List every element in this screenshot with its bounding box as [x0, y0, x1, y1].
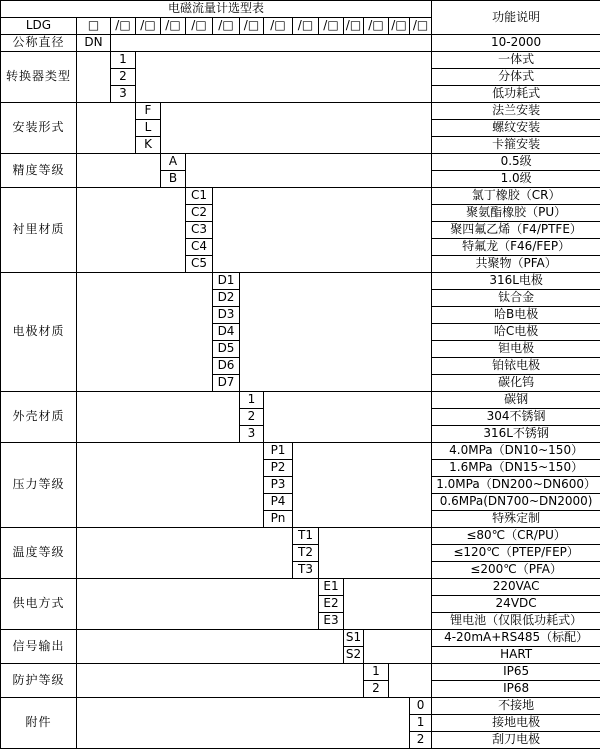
code-cell: DN: [77, 35, 111, 52]
empty-cell: [293, 443, 432, 528]
model-slash-cell: /□: [364, 18, 389, 35]
code-cell: P1: [264, 443, 293, 460]
empty-cell: [77, 273, 213, 392]
code-cell: P4: [264, 494, 293, 511]
code-cell: C3: [186, 222, 213, 239]
empty-cell: [364, 630, 432, 664]
empty-cell: [77, 103, 136, 154]
description-cell: 螺纹安装: [432, 120, 600, 137]
description-cell: 哈C电极: [432, 324, 600, 341]
description-cell: 0.5级: [432, 154, 600, 171]
code-cell: D2: [213, 290, 240, 307]
code-cell: 2: [410, 732, 432, 749]
model-slash-cell: /□: [410, 18, 432, 35]
code-cell: 3: [240, 426, 264, 443]
code-cell: T3: [293, 562, 319, 579]
description-cell: 聚四氟乙烯（F4/PTFE）: [432, 222, 600, 239]
code-cell: F: [136, 103, 161, 120]
description-cell: 刮刀电极: [432, 732, 600, 749]
code-cell: T1: [293, 528, 319, 545]
code-cell: T2: [293, 545, 319, 562]
description-cell: 卡箍安装: [432, 137, 600, 154]
description-cell: ≤80℃（CR/PU）: [432, 528, 600, 545]
description-cell: 哈B电极: [432, 307, 600, 324]
group-label: 转换器类型: [1, 52, 77, 103]
code-cell: D4: [213, 324, 240, 341]
code-cell: S1: [344, 630, 364, 647]
empty-cell: [389, 664, 432, 698]
model-box-cell: □: [77, 18, 111, 35]
empty-cell: [136, 52, 432, 103]
description-cell: 钽电极: [432, 341, 600, 358]
code-cell: C5: [186, 256, 213, 273]
empty-cell: [186, 154, 432, 188]
description-cell: 1.6MPa（DN15~150）: [432, 460, 600, 477]
description-cell: 10-2000: [432, 35, 600, 52]
group-label: 压力等级: [1, 443, 77, 528]
empty-cell: [77, 188, 186, 273]
group-label: 衬里材质: [1, 188, 77, 273]
empty-cell: [77, 528, 293, 579]
empty-cell: [77, 664, 364, 698]
empty-cell: [77, 52, 111, 103]
model-slash-cell: /□: [293, 18, 319, 35]
model-slash-cell: /□: [186, 18, 213, 35]
code-cell: 2: [364, 681, 389, 698]
description-cell: 钛合金: [432, 290, 600, 307]
code-cell: 1: [410, 715, 432, 732]
empty-cell: [77, 579, 319, 630]
group-label: 信号输出: [1, 630, 77, 664]
code-cell: D3: [213, 307, 240, 324]
model-slash-cell: /□: [264, 18, 293, 35]
code-cell: E3: [319, 613, 344, 630]
description-cell: IP68: [432, 681, 600, 698]
code-cell: L: [136, 120, 161, 137]
empty-cell: [319, 528, 432, 579]
empty-cell: [344, 579, 432, 630]
group-label: 精度等级: [1, 154, 77, 188]
function-column-header: 功能说明: [432, 1, 600, 35]
empty-cell: [77, 698, 410, 749]
description-cell: 低功耗式: [432, 86, 600, 103]
model-slash-cell: /□: [161, 18, 186, 35]
description-cell: 4-20mA+RS485（标配）: [432, 630, 600, 647]
description-cell: 316L不锈钢: [432, 426, 600, 443]
description-cell: 分体式: [432, 69, 600, 86]
empty-cell: [77, 154, 161, 188]
description-cell: 1.0MPa（DN200~DN600）: [432, 477, 600, 494]
description-cell: HART: [432, 647, 600, 664]
group-label: 防护等级: [1, 664, 77, 698]
code-cell: 1: [240, 392, 264, 409]
model-prefix: LDG: [1, 18, 77, 35]
code-cell: 2: [240, 409, 264, 426]
description-cell: 不接地: [432, 698, 600, 715]
code-cell: D6: [213, 358, 240, 375]
empty-cell: [77, 392, 240, 443]
code-cell: B: [161, 171, 186, 188]
empty-cell: [161, 103, 432, 154]
description-cell: 220VAC: [432, 579, 600, 596]
empty-cell: [77, 630, 344, 664]
model-slash-cell: /□: [136, 18, 161, 35]
code-cell: 1: [111, 52, 136, 69]
code-cell: 1: [364, 664, 389, 681]
code-cell: C2: [186, 205, 213, 222]
code-cell: A: [161, 154, 186, 171]
empty-cell: [213, 188, 432, 273]
empty-cell: [264, 392, 432, 443]
description-cell: 接地电极: [432, 715, 600, 732]
group-label: 供电方式: [1, 579, 77, 630]
model-slash-cell: /□: [111, 18, 136, 35]
description-cell: 锂电池（仅限低功耗式）: [432, 613, 600, 630]
code-cell: D1: [213, 273, 240, 290]
code-cell: E2: [319, 596, 344, 613]
group-label: 安装形式: [1, 103, 77, 154]
group-label: 外壳材质: [1, 392, 77, 443]
description-cell: 特殊定制: [432, 511, 600, 528]
group-label: 附件: [1, 698, 77, 749]
description-cell: ≤120℃（PTEP/FEP）: [432, 545, 600, 562]
description-cell: 24VDC: [432, 596, 600, 613]
empty-cell: [111, 35, 432, 52]
group-label: 电极材质: [1, 273, 77, 392]
description-cell: ≤200℃（PFA）: [432, 562, 600, 579]
description-cell: 共聚物（PFA）: [432, 256, 600, 273]
code-cell: K: [136, 137, 161, 154]
model-slash-cell: /□: [213, 18, 240, 35]
code-cell: P2: [264, 460, 293, 477]
code-cell: 3: [111, 86, 136, 103]
code-cell: C1: [186, 188, 213, 205]
description-cell: 碳钢: [432, 392, 600, 409]
description-cell: IP65: [432, 664, 600, 681]
model-slash-cell: /□: [389, 18, 410, 35]
group-label: 温度等级: [1, 528, 77, 579]
description-cell: 碳化钨: [432, 375, 600, 392]
description-cell: 特氟龙（F46/FEP）: [432, 239, 600, 256]
table-title: 电磁流量计选型表: [1, 1, 432, 18]
code-cell: E1: [319, 579, 344, 596]
description-cell: 聚氨酯橡胶（PU）: [432, 205, 600, 222]
description-cell: 304不锈钢: [432, 409, 600, 426]
model-slash-cell: /□: [319, 18, 344, 35]
group-label: 公称直径: [1, 35, 77, 52]
description-cell: 铂铱电极: [432, 358, 600, 375]
description-cell: 法兰安装: [432, 103, 600, 120]
description-cell: 4.0MPa（DN10~150）: [432, 443, 600, 460]
empty-cell: [77, 443, 264, 528]
description-cell: 316L电极: [432, 273, 600, 290]
code-cell: Pn: [264, 511, 293, 528]
empty-cell: [240, 273, 432, 392]
code-cell: D7: [213, 375, 240, 392]
code-cell: 2: [111, 69, 136, 86]
code-cell: P3: [264, 477, 293, 494]
model-slash-cell: /□: [240, 18, 264, 35]
description-cell: 1.0级: [432, 171, 600, 188]
description-cell: 氯丁橡胶（CR）: [432, 188, 600, 205]
code-cell: S2: [344, 647, 364, 664]
code-cell: 0: [410, 698, 432, 715]
code-cell: C4: [186, 239, 213, 256]
description-cell: 0.6MPa(DN700~DN2000): [432, 494, 600, 511]
description-cell: 一体式: [432, 52, 600, 69]
model-slash-cell: /□: [344, 18, 364, 35]
code-cell: D5: [213, 341, 240, 358]
